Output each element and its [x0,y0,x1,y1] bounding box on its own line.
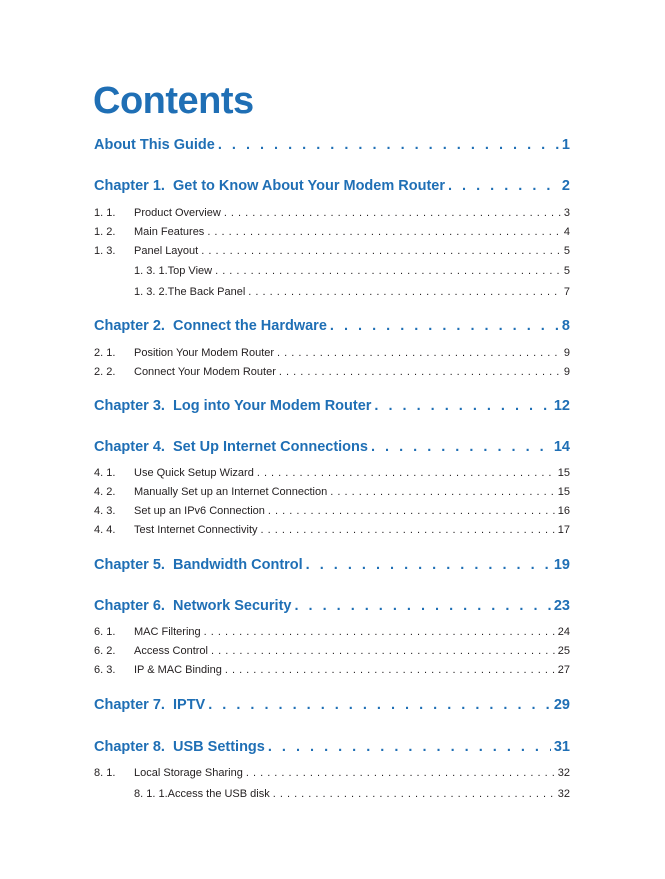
entry-page: 9 [563,347,570,359]
entry-number: Chapter 5. [94,557,165,573]
toc-entry-sub-1-3-2[interactable] [134,284,570,300]
entry-text: Local Storage Sharing [134,767,243,779]
entry-number: 6. 3. [94,664,116,676]
toc-entry-chapter-2[interactable] [94,316,570,336]
entry-number: Chapter 1. [94,178,165,194]
entry-page: 17 [557,524,570,536]
entry-page: 4 [563,226,570,238]
entry-number: 1. 2. [94,226,116,238]
entry-text: Log into Your Modem Router [173,398,372,414]
entry-page: 5 [563,245,570,257]
entry-text: 1. 3. 1.Top View [134,265,213,277]
entry-page: 23 [553,598,570,614]
toc-entry-section-1-3[interactable] [94,243,570,259]
entry-page: 29 [553,697,570,713]
entry-text: Position Your Modem Router [134,347,275,359]
entry-number: 2. 2. [94,366,116,378]
entry-number: Chapter 4. [94,439,165,455]
entry-page: 32 [557,767,570,779]
entry-number: 4. 2. [94,486,116,498]
entry-text: Product Overview [134,207,221,219]
entry-number: 4. 4. [94,524,116,536]
entry-page: 16 [557,505,570,517]
leader-dots [330,316,559,336]
leader-dots [218,135,559,155]
toc-entry-section-2-1[interactable] [94,345,570,361]
entry-text: Main Features [134,226,205,238]
entry-number: 6. 2. [94,645,116,657]
entry-number: 1. 3. [94,245,116,257]
leader-dots [211,643,555,659]
toc-entry-sub-1-3-1[interactable] [134,263,570,279]
leader-dots [268,503,555,519]
entry-page: 14 [553,439,570,455]
entry-number: Chapter 7. [94,697,165,713]
toc-entry-chapter-8[interactable] [94,737,570,757]
entry-text: About This Guide [94,137,215,153]
leader-dots [279,364,561,380]
entry-page: 25 [557,645,570,657]
toc-entry-section-1-1[interactable] [94,205,570,221]
leader-dots [207,224,561,240]
leader-dots [204,624,555,640]
leader-dots [306,555,551,575]
entry-text: 8. 1. 1.Access the USB disk [134,788,270,800]
entry-text: MAC Filtering [134,626,201,638]
entry-number: Chapter 6. [94,598,165,614]
entry-page: 19 [553,557,570,573]
toc-entry-sub-8-1-1[interactable] [134,786,570,802]
entry-page: 12 [553,398,570,414]
entry-page: 15 [557,486,570,498]
entry-text: Use Quick Setup Wizard [134,467,254,479]
entry-text: Set Up Internet Connections [173,439,368,455]
entry-text: IP & MAC Binding [134,664,222,676]
leader-dots [268,737,551,757]
entry-number: Chapter 2. [94,318,165,334]
entry-page: 8 [561,318,570,334]
toc-entry-section-4-4[interactable] [94,522,570,538]
leader-dots [248,284,561,300]
entry-number: 2. 1. [94,347,116,359]
entry-text: IPTV [173,697,206,713]
entry-page: 24 [557,626,570,638]
toc-entry-chapter-3[interactable] [94,396,570,416]
entry-text: Panel Layout [134,245,199,257]
toc-entry-section-4-2[interactable] [94,484,570,500]
toc-entry-section-6-3[interactable] [94,662,570,678]
toc-entry-section-1-2[interactable] [94,224,570,240]
entry-text: Connect the Hardware [173,318,327,334]
entry-page: 2 [561,178,570,194]
entry-text: Manually Set up an Internet Connection [134,486,328,498]
entry-page: 7 [563,286,570,298]
toc-entry-section-4-3[interactable] [94,503,570,519]
leader-dots [261,522,555,538]
entry-page: 27 [557,664,570,676]
entry-number: 4. 3. [94,505,116,517]
entry-page: 1 [561,137,570,153]
toc-entry-chapter-4[interactable] [94,437,570,457]
entry-text: Connect Your Modem Router [134,366,276,378]
toc-entry-section-6-2[interactable] [94,643,570,659]
entry-page: 31 [553,739,570,755]
entry-text: Bandwidth Control [173,557,303,573]
entry-page: 3 [563,207,570,219]
toc-entry-about-guide[interactable] [94,135,570,155]
entry-number: 1. 1. [94,207,116,219]
toc-entry-chapter-7[interactable] [94,695,570,715]
entry-number: 6. 1. [94,626,116,638]
toc-entry-section-8-1[interactable] [94,765,570,781]
entry-text: Set up an IPv6 Connection [134,505,265,517]
leader-dots [448,176,559,196]
leader-dots [273,786,555,802]
entry-page: 15 [557,467,570,479]
leader-dots [371,437,551,457]
leader-dots [330,484,555,500]
leader-dots [208,695,551,715]
entry-page: 5 [563,265,570,277]
toc-entry-section-6-1[interactable] [94,624,570,640]
leader-dots [257,465,555,481]
toc-entry-chapter-1[interactable] [94,176,570,196]
page-title: Contents [93,80,254,122]
entry-number: Chapter 3. [94,398,165,414]
entry-text: Access Control [134,645,208,657]
entry-text: Get to Know About Your Modem Router [173,178,445,194]
toc-entry-section-2-2[interactable] [94,364,570,380]
leader-dots [201,243,561,259]
entry-number: Chapter 8. [94,739,165,755]
entry-text: USB Settings [173,739,265,755]
entry-page: 9 [563,366,570,378]
leader-dots [374,396,550,416]
entry-text: Network Security [173,598,292,614]
entry-text: Test Internet Connectivity [134,524,258,536]
entry-number: 4. 1. [94,467,116,479]
leader-dots [277,345,561,361]
leader-dots [225,662,555,678]
leader-dots [215,263,561,279]
leader-dots [224,205,561,221]
toc-entry-chapter-5[interactable] [94,555,570,575]
leader-dots [294,596,550,616]
entry-number: 8. 1. [94,767,116,779]
entry-page: 32 [557,788,570,800]
entry-text: 1. 3. 2.The Back Panel [134,286,246,298]
toc-entry-chapter-6[interactable] [94,596,570,616]
leader-dots [246,765,555,781]
toc-entry-section-4-1[interactable] [94,465,570,481]
